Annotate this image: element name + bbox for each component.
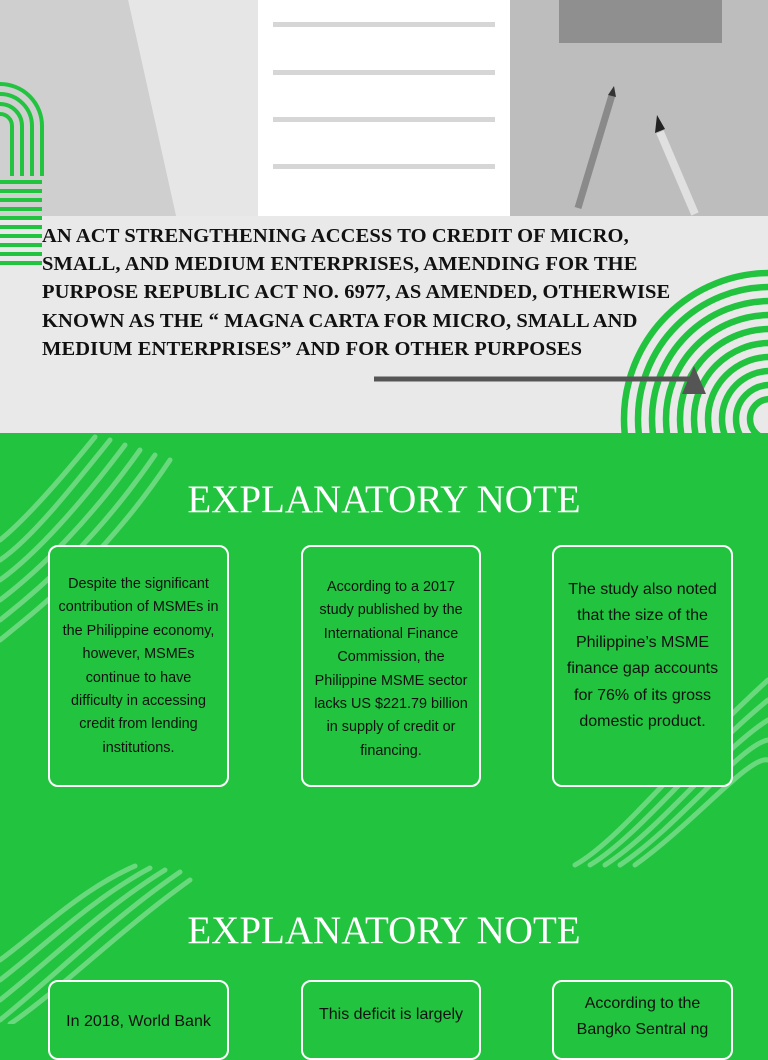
note-card <box>301 980 481 1060</box>
note-text: The study also noted that the size of the Philippine’s MSME finance gap accounts for 76% of its gross domestic product. <box>566 581 719 731</box>
header-illustration <box>0 0 768 216</box>
note-card <box>48 980 229 1060</box>
document-line <box>273 164 495 169</box>
section-heading: EXPLANATORY NOTE <box>187 478 581 521</box>
document-line <box>273 70 495 75</box>
note-text: This deficit is largely <box>318 1006 464 1023</box>
document-line <box>273 117 495 122</box>
section-heading: EXPLANATORY NOTE <box>187 909 581 952</box>
gray-block-shape <box>559 0 722 43</box>
note-card <box>48 545 229 787</box>
note-card <box>301 545 481 787</box>
note-text: According to the Bangko Sentral ng <box>576 995 709 1038</box>
title-band <box>0 216 768 433</box>
act-title: AN ACT STRENGTHENING ACCESS TO CREDIT OF MICRO, SMALL, AND MEDIUM ENTERPRISES, AMENDING FOR THE PURPOSE REPUBLIC ACT NO. 6977, AS AMENDED, OTHERWISE KNOWN AS THE “ MAGNA CARTA FOR MICRO, SMALL AND MEDIUM ENTERPRISES” AND FOR OTHER PURPOSES <box>42 225 671 360</box>
note-card <box>552 980 733 1060</box>
document-line <box>273 22 495 27</box>
note-text: In 2018, World Bank <box>66 1013 211 1030</box>
note-text: According to a 2017 study published by the International Finance Commission, the Philippine MSME sector lacks US $221.79 billion in supply of credit or financing. <box>314 579 468 759</box>
arrow-icon <box>0 216 768 433</box>
document-sheet <box>258 0 510 216</box>
note-card <box>552 545 733 787</box>
note-text: Despite the significant contribution of MSMEs in the Philippine economy, however, MSMEs continue to have difficulty in accessing credit from lending institutions. <box>58 576 219 756</box>
